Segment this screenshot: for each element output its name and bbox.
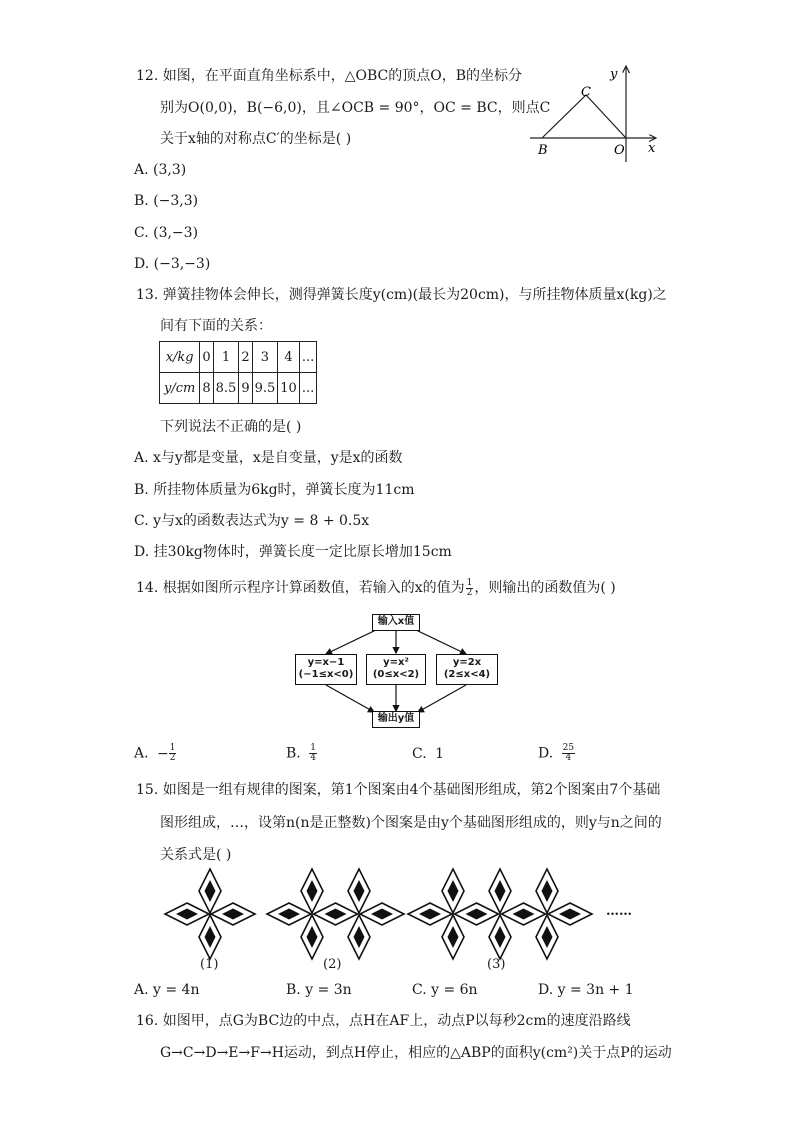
table-row <box>160 373 317 404</box>
q14-mid-range: (0≤x<2) <box>372 669 420 680</box>
pattern-diamond-vertical <box>442 915 464 959</box>
pattern-diamond-horizontal <box>360 903 404 925</box>
pattern-diamond-vertical <box>536 915 558 959</box>
q12-coordinate-figure <box>530 62 670 172</box>
pattern-diamond-horizontal <box>548 903 592 925</box>
pattern-diamond-vertical <box>489 915 511 959</box>
pattern-diamond-vertical <box>199 869 221 913</box>
q14-frac-den: 2 <box>466 587 473 598</box>
pattern-diamond-vertical <box>489 869 511 913</box>
q13-stem-line-2: 间有下面的关系： <box>160 318 272 334</box>
table-cell: 3 <box>252 342 278 373</box>
q12-option-d: D. (−3,−3) <box>134 256 211 272</box>
q12-option-a: A. (3,3) <box>134 162 187 178</box>
q12-label-y: y <box>610 67 618 82</box>
frac-den: 4 <box>310 753 316 763</box>
option-letter: D. <box>538 745 554 762</box>
q12-label-x: x <box>648 141 656 156</box>
pattern-diamond-horizontal <box>314 903 358 925</box>
table-cell: 8 <box>200 373 213 404</box>
table-cell: 10 <box>278 373 300 404</box>
option-sign: − <box>157 745 169 762</box>
q14-stem <box>136 578 616 598</box>
table-cell: 1 <box>213 342 239 373</box>
q15-option-d: D. y = 3n + 1 <box>538 982 634 998</box>
pattern-diamond-vertical <box>348 915 370 959</box>
option-fraction <box>309 744 317 763</box>
table-cell: 9.5 <box>252 373 278 404</box>
q14-right-range: (2≤x<4) <box>443 669 491 680</box>
q15-caption-3: (3) <box>487 957 506 972</box>
q12-stem-line-3: 关于x轴的对称点C′的坐标是( ) <box>160 131 352 147</box>
table-cell: 0 <box>200 342 213 373</box>
q15-option-a: A. y = 4n <box>134 982 200 998</box>
q15-caption-2: (2) <box>323 957 342 972</box>
q12-stem-line-2: 别为O(0,0)，B(−6,0)，且∠OCB = 90°，OC = BC，则点C <box>160 100 551 116</box>
table-cell: 4 <box>278 342 300 373</box>
option-letter: B. <box>286 745 301 762</box>
pattern-diamond-horizontal <box>165 903 209 925</box>
q14-left-range: (−1≤x<0) <box>298 669 354 680</box>
q13-option-a: A. x与y都是变量，x是自变量，y是x的函数 <box>134 450 403 466</box>
pattern-diamond-vertical <box>536 869 558 913</box>
q14-stem-end: ，则输出的函数值为( ) <box>474 580 616 596</box>
q15-option-c: C. y = 6n <box>412 982 478 998</box>
q12-option-b: B. (−3,3) <box>134 193 199 209</box>
q14-option-b <box>286 744 317 763</box>
pattern-diamond-horizontal <box>455 903 499 925</box>
q12-label-o: O <box>614 143 625 158</box>
q15-pattern-figure <box>165 868 645 958</box>
q12-option-c: C. (3,−3) <box>134 225 199 241</box>
table-cell: ... <box>299 342 316 373</box>
table-cell: ... <box>299 373 316 404</box>
q13-option-d: D. 挂30kg物体时，弹簧长度一定比原长增加15cm <box>134 544 452 560</box>
q13-stem-line-1: 13. 弹簧挂物体会伸长，测得弹簧长度y(cm)(最长为20cm)，与所挂物体质量x(kg)之 <box>136 287 667 303</box>
q15-ellipsis: …… <box>606 904 632 919</box>
q14-input-box: 输入x值 <box>372 614 420 631</box>
q13-option-b: B. 所挂物体质量为6kg时，弹簧长度为11cm <box>134 482 415 498</box>
pattern-diamond-vertical <box>301 869 323 913</box>
q14-left-box <box>295 654 357 685</box>
option-value: 1 <box>435 746 445 762</box>
q14-frac-num: 1 <box>466 577 473 588</box>
option-letter: A. <box>134 745 149 762</box>
frac-num: 1 <box>169 743 176 753</box>
q14-right-formula: y=2x <box>452 657 482 668</box>
q14-stem-text: 14. 根据如图所示程序计算函数值，若输入的x的值为 <box>136 580 465 596</box>
pattern-diamond-horizontal <box>502 903 546 925</box>
pattern-diamond-vertical <box>199 915 221 959</box>
q14-option-d <box>538 744 575 763</box>
frac-num: 1 <box>310 743 316 753</box>
q14-option-c <box>412 745 444 763</box>
table-cell: y/cm <box>160 373 200 404</box>
q16-stem-line-1: 16. 如图甲，点G为BC边的中点，点H在AF上，动点P以每秒2cm的速度沿路线 <box>136 1013 631 1029</box>
table-cell: 8.5 <box>213 373 239 404</box>
q14-option-a <box>134 744 176 763</box>
q15-stem-line-1: 15. 如图是一组有规律的图案，第1个图案由4个基础图形组成，第2个图案由7个基础 <box>136 782 661 798</box>
q14-mid-formula: y=x² <box>383 657 409 668</box>
frac-num: 25 <box>562 743 575 753</box>
q15-stem-line-2: 图形组成，…，设第n(n是正整数)个图案是由y个基础图形组成的，则y与n之间的 <box>160 815 662 831</box>
q14-mid-box <box>366 654 426 685</box>
q14-output-box: 输出y值 <box>372 711 420 728</box>
table-row <box>160 342 317 373</box>
pattern-diamond-vertical <box>348 869 370 913</box>
q15-caption-1: (1) <box>200 957 219 972</box>
q14-left-formula: y=x−1 <box>307 657 345 668</box>
table-cell: 9 <box>239 373 252 404</box>
q15-option-b: B. y = 3n <box>286 982 352 998</box>
pattern-diamond-horizontal <box>267 903 311 925</box>
pattern-diamond-horizontal <box>408 903 452 925</box>
q12-label-c: C <box>581 85 591 100</box>
table-cell: x/kg <box>160 342 200 373</box>
q15-stem-line-3: 关系式是( ) <box>160 847 232 863</box>
q12-stem-line-1: 12. 如图，在平面直角坐标系中，△OBC的顶点O，B的坐标分 <box>136 68 522 84</box>
q12-label-b: B <box>538 143 548 158</box>
table-cell: 2 <box>239 342 252 373</box>
q13-value-table <box>159 341 317 404</box>
q13-option-c: C. y与x的函数表达式为y = 8 + 0.5x <box>134 513 370 529</box>
pattern-diamond-vertical <box>301 915 323 959</box>
pattern-diamond-horizontal <box>211 903 255 925</box>
option-letter: C. <box>412 746 427 762</box>
option-fraction <box>169 744 177 763</box>
option-fraction <box>562 744 575 763</box>
q14-fraction <box>466 579 474 598</box>
q13-after-table: 下列说法不正确的是( ) <box>160 419 302 435</box>
pattern-diamond-vertical <box>442 869 464 913</box>
q16-stem-line-2: G→C→D→E→F→H运动，到点H停止，相应的△ABP的面积y(cm²)关于点P的运动 <box>160 1045 672 1061</box>
q14-right-box <box>436 654 498 685</box>
frac-den: 4 <box>565 753 572 763</box>
frac-den: 2 <box>169 753 176 763</box>
